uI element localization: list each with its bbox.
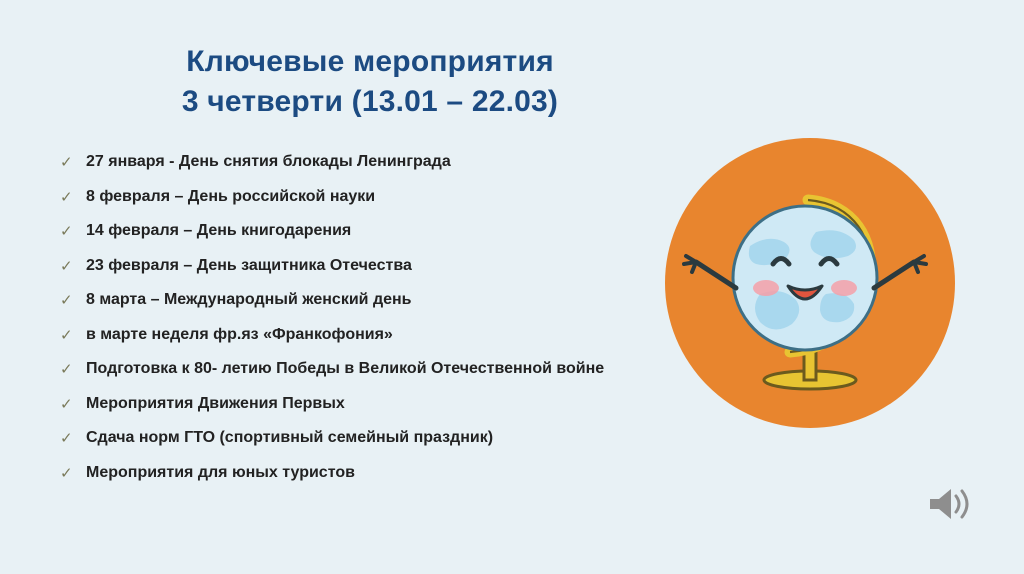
list-item (60, 187, 660, 208)
events-list (60, 152, 660, 497)
check-icon: ✓ (60, 188, 73, 206)
list-item-label: Сдача норм ГТО (спортивный семейный праздник) (86, 429, 494, 446)
list-item-label: 8 февраля – День российской науки (86, 187, 376, 205)
list-item-label: 27 января - День снятия блокады Ленинграда (86, 153, 451, 170)
title-line-1: Ключевые мероприятия (186, 45, 554, 78)
list-item (60, 152, 660, 173)
check-icon: ✓ (60, 464, 73, 482)
check-icon: ✓ (60, 361, 73, 378)
check-icon: ✓ (60, 430, 73, 447)
smiling-globe-illustration (640, 128, 970, 458)
list-item (60, 325, 660, 346)
list-item (60, 256, 660, 277)
page-title (60, 42, 680, 121)
list-item (60, 290, 660, 311)
list-item (60, 221, 660, 242)
globe-graphic (640, 128, 970, 458)
list-item (60, 463, 660, 484)
list-item (60, 428, 660, 449)
check-icon: ✓ (60, 292, 73, 309)
list-item-label: Мероприятия Движения Первых (86, 394, 345, 412)
speaker-icon[interactable] (924, 482, 972, 526)
list-item (60, 359, 660, 380)
list-item-label: 14 февраля – День книгодарения (86, 222, 352, 239)
check-icon: ✓ (60, 154, 73, 171)
list-item-label: 8 марта – Международный женский день (86, 291, 412, 308)
list-item-label: Мероприятия для юных туристов (86, 463, 355, 481)
list-item-label: Подготовка к 80- летию Победы в Великой Отечественной войне (86, 360, 605, 377)
check-icon: ✓ (60, 326, 73, 344)
list-item (60, 394, 660, 415)
check-icon: ✓ (60, 257, 73, 275)
list-item-label: в марте неделя фр.яз «Франкофония» (86, 325, 393, 343)
check-icon: ✓ (60, 223, 73, 240)
title-line-2: 3 четверти (13.01 – 22.03) (181, 84, 559, 118)
check-icon: ✓ (60, 395, 73, 413)
list-item-label: 23 февраля – День защитника Отечества (86, 256, 412, 274)
